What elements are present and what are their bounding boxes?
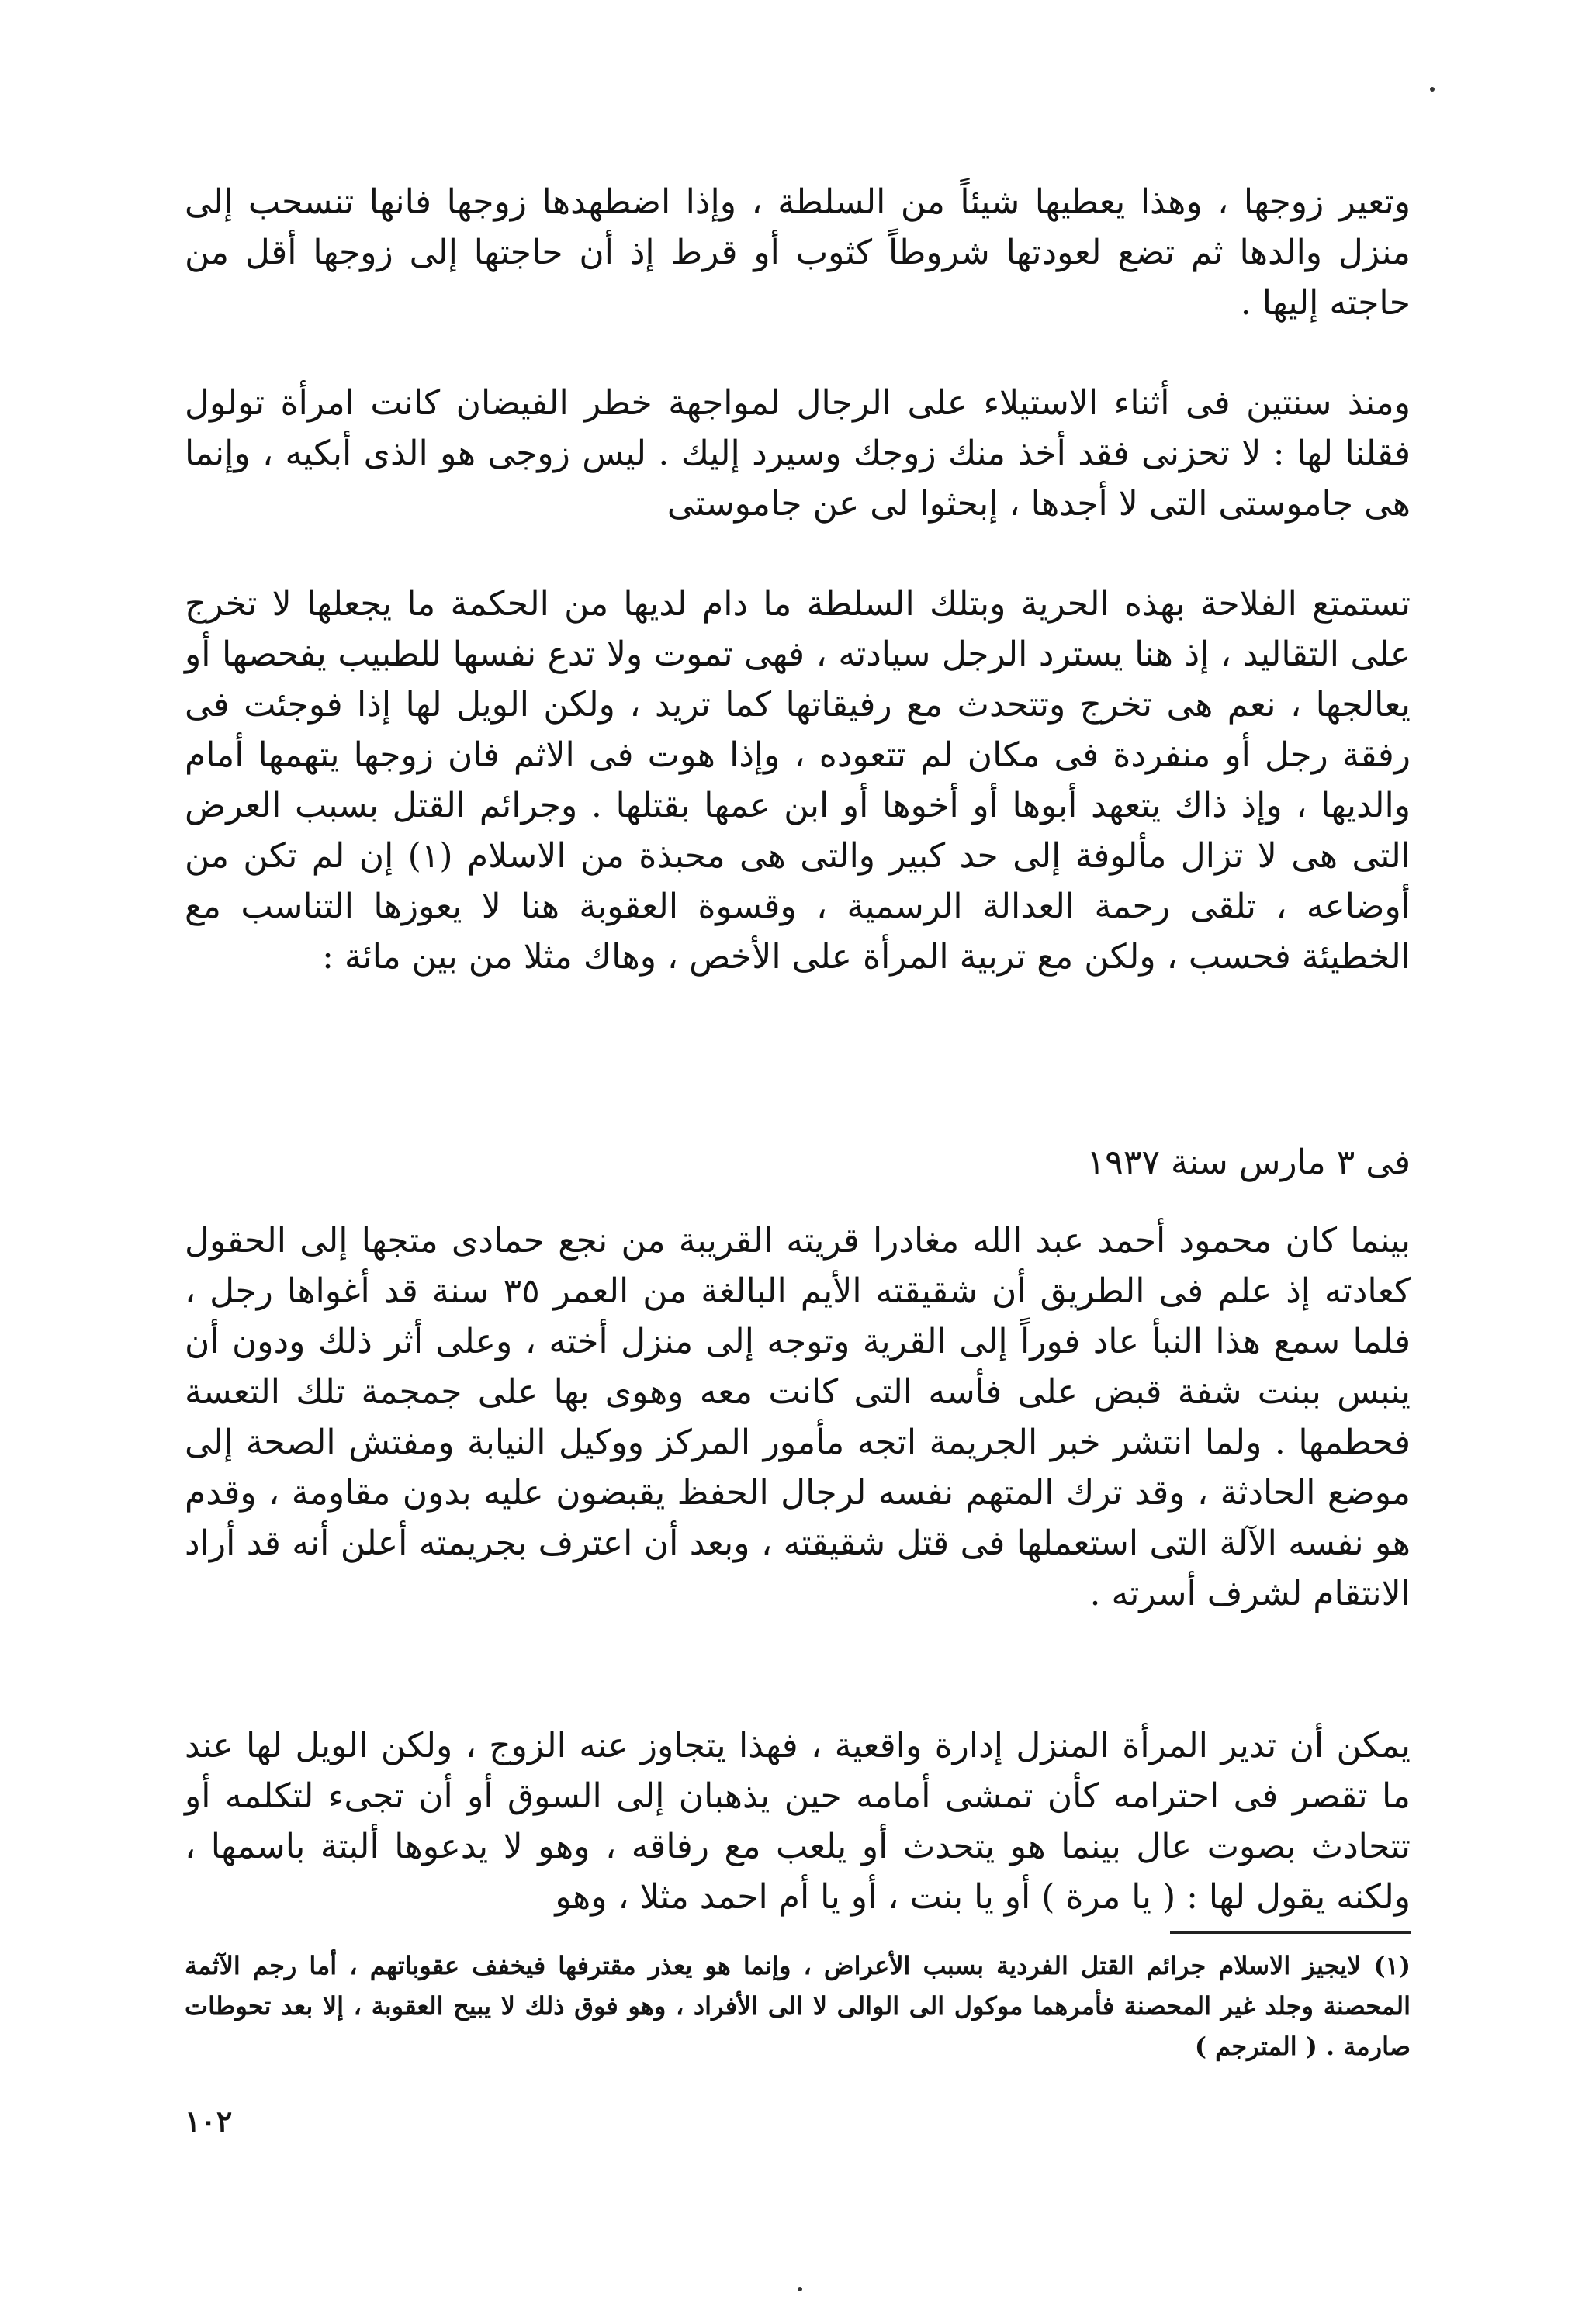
paragraph-3: تستمتع الفلاحة بهذه الحرية وبتلك السلطة ما دام لديها من الحكمة ما يجعلها لا تخرج على التقاليد ، إذ هنا يسترد الرجل سيادته ، فهى تموت ولا تدع نفسها للطبيب يفحصها أو يعالجها ، نعم هى تخرج وتتحدث مع رفيقاتها كما تريد ، ولكن الويل لها إذا فوجئت فى رفقة رجل أو منفردة فى مكان لم تتعوده ، وإذا هوت فى الاثم فان زوجها يتهمها أمام والديها ، وإذ ذاك يتعهد أبوها أو أخوها أو ابن عمها بقتلها . وجرائم القتل بسبب العرض التى هى لا تزال مألوفة إلى حد كبير والتى هى محبذة من الاسلام (١) إن لم تكن من أوضاعه ، تلقى رحمة العدالة الرسمية ، وقسوة العقوبة هنا لا يعوزها التناسب مع الخطيئة فحسب ، ولكن مع تربية المرأة على الأخص ، وهاك مثلا من بين مائة : bbox=[185, 584, 1411, 977]
paragraph-5: يمكن أن تدير المرأة المنزل إدارة واقعية ، فهذا يتجاوز عنه الزوج ، ولكن الويل لها عند ما تقصر فى احترامه كأن تمشى أمامه حين يذهبان إلى السوق أو أن تجىء لتكلمه أو تتحادث بصوت عال بينما هو يتحدث أو يلعب مع رفاقه ، وهو لا يدعوها ألبتة باسمها ، ولكنه يقول لها : ( يا مرة ) أو يا بنت ، أو يا أم احمد مثلا ، وهو bbox=[185, 1726, 1411, 1917]
paragraph-4: بينما كان محمود أحمد عبد الله مغادرا قريته القريبة من نجع حمادى متجها إلى الحقول كعادته إذ علم فى الطريق أن شقيقته الأيم البالغة من العمر ٣٥ سنة قد أغواها رجل ، فلما سمع هذا النبأ عاد فوراً إلى القرية وتوجه إلى منزل أخته ، وعلى أثر ذلك ودون أن ينبس ببنت شفة قبض على فأسه التى كانت معه وهوى بها على جمجمة تلك التعسة فحطمها . ولما انتشر خبر الجريمة اتجه مأمور المركز ووكيل النيابة ومفتش الصحة إلى موضع الحادثة ، وقد ترك المتهم نفسه لرجال الحفظ يقبضون عليه بدون مقاومة ، وقدم هو نفسه الآلة التى استعملها فى قتل شقيقته ، وبعد أن اعترف بجريمته أعلن أنه قد أراد الانتقام لشرف أسرته . bbox=[185, 1221, 1411, 1613]
footnote: (١) لايجيز الاسلام جرائم القتل الفردية بسبب الأعراض ، وإنما هو يعذر مقترفها فيخفف عقوباتهم ، أما رجم الآثمة المحصنة وجلد غير المحصنة فأمرهما موكول الى الوالى لا الى الأفراد ، وهو فوق ذلك لا يبيح العقوبة ، إلا بعد تحوطات صارمة . ( المترجم ) bbox=[185, 1951, 1411, 2061]
scan-speck bbox=[798, 2287, 802, 2291]
scan-speck bbox=[1430, 87, 1435, 92]
footnote-divider bbox=[1170, 1931, 1411, 1934]
date-heading: فى ٣ مارس سنة ١٩٣٧ bbox=[1086, 1143, 1411, 1182]
paragraph-2: ومنذ سنتين فى أثناء الاستيلاء على الرجال لمواجهة خطر الفيضان كانت امرأة تولول فقلنا لها : لا تحزنى فقد أخذ منك زوجك وسيرد إليك . ليس زوجى هو الذى أبكيه ، وإنما هى جاموستى التى لا أجدها ، إبحثوا لى عن جاموستى bbox=[185, 383, 1411, 524]
paragraph-1: وتعير زوجها ، وهذا يعطيها شيئاً من السلطة ، وإذا اضطهدها زوجها فانها تنسحب إلى منزل والدها ثم تضع لعودتها شروطاً كثوب أو قرط إذ أن حاجتها إلى زوجها أقل من حاجته إليها . bbox=[185, 182, 1411, 323]
page-number: ١٠٢ bbox=[185, 2104, 233, 2139]
